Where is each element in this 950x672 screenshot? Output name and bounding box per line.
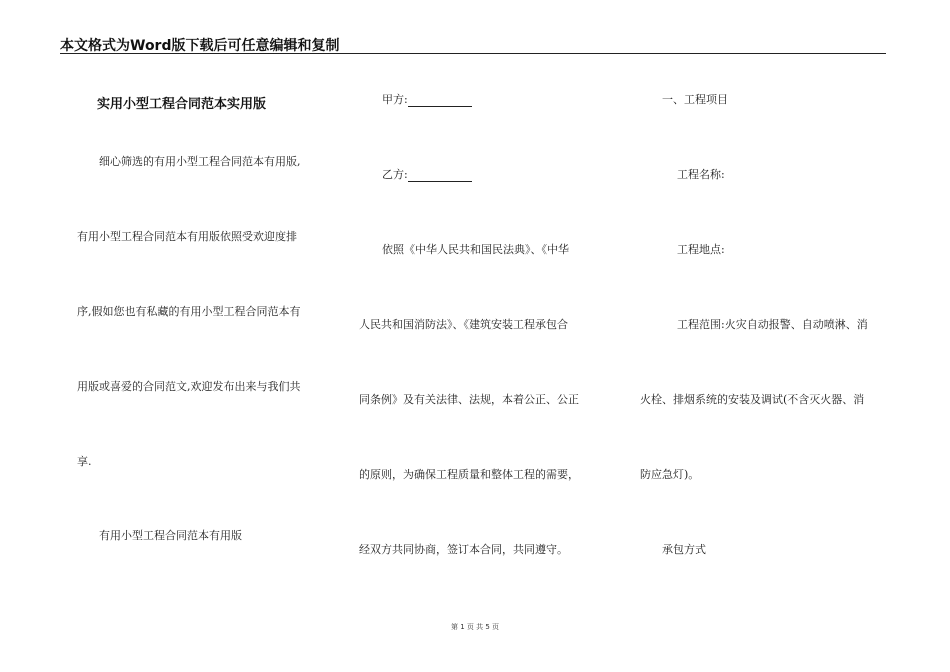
party-a-line: [382, 93, 472, 107]
party-b-blank: [408, 170, 472, 182]
project-scope-line-2: 火栓、排烟系统的安装及调试(不含灭火器、消: [640, 393, 865, 406]
col1-line-3: 序,假如您也有私藏的有用小型工程合同范本有: [77, 305, 301, 318]
col1-line-2: 有用小型工程合同范本有用版依照受欢迎度排: [77, 230, 297, 243]
document-title: 实用小型工程合同范本实用版: [97, 97, 267, 112]
col2-line-3: 同条例》及有关法律、法规，本着公正、公正: [359, 393, 579, 406]
project-scope-line-3: 防应急灯)。: [640, 468, 700, 481]
section-heading-project: 一、工程项目: [662, 93, 728, 106]
project-scope-line-1: 工程范围:火灾自动报警、自动喷淋、消: [677, 318, 868, 331]
col2-line-5: 经双方共同协商，签订本合同，共同遵守。: [359, 543, 568, 556]
col2-line-4: 的原则，为确保工程质量和整体工程的需要，: [359, 468, 579, 481]
col1-line-5: 享.: [77, 455, 92, 468]
party-a-label: 甲方:: [382, 93, 408, 106]
col1-line-4: 用版或喜爱的合同范文,欢迎发布出来与我们共: [77, 380, 301, 393]
contract-method-heading: 承包方式: [662, 543, 706, 556]
col1-line-6: 有用小型工程合同范本有用版: [99, 529, 242, 542]
header-divider: [60, 53, 886, 54]
page-number: 第 1 页 共 5 页: [450, 623, 500, 631]
party-b-label: 乙方:: [382, 168, 408, 181]
party-b-line: [382, 168, 472, 182]
party-a-blank: [408, 95, 472, 107]
col2-line-2: 人民共和国消防法》、《建筑安装工程承包合: [359, 318, 568, 331]
project-location-line: 工程地点:: [677, 243, 725, 256]
col2-line-1: 依照《中华人民共和国民法典》、《中华: [382, 243, 569, 256]
document-header: 本文格式为Word版下载后可任意编辑和复制: [60, 38, 340, 54]
project-name-line: 工程名称:: [677, 168, 725, 181]
col1-line-1: 细心筛选的有用小型工程合同范本有用版,: [99, 155, 301, 168]
